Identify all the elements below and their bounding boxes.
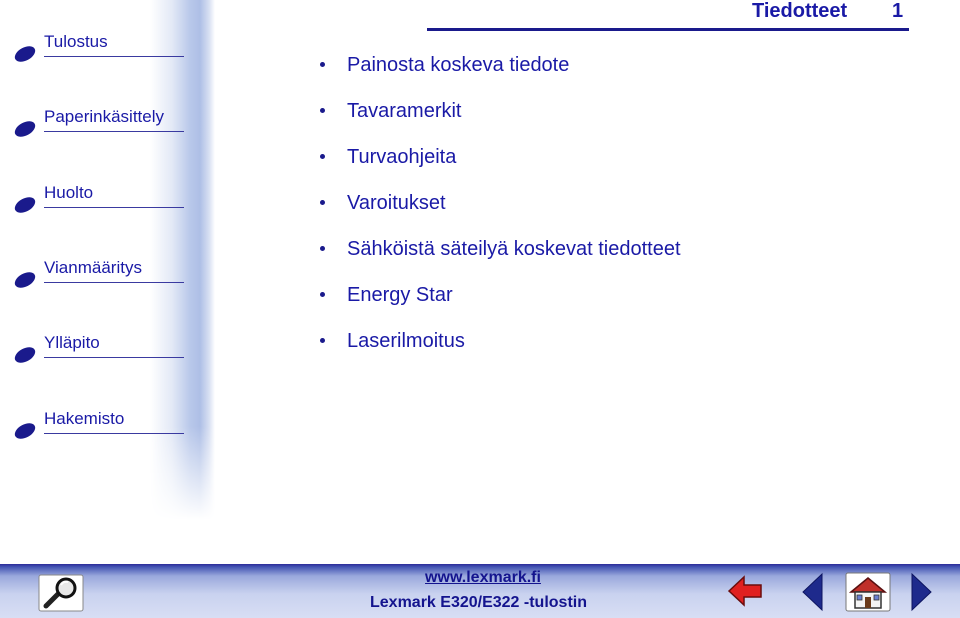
bullet-dot [320,62,325,67]
topic-label: Sähköistä säteilyä koskevat tiedotteet [347,238,681,260]
nav-item-tulostus[interactable] [12,15,184,63]
search-icon[interactable] [38,574,84,612]
nav-item-paperinkasittely[interactable] [12,90,184,138]
oval-bullet-icon [12,120,38,138]
oval-bullet-icon [12,45,38,63]
nav-item-label: Ylläpito [44,333,100,352]
nav-item-huolto[interactable] [12,166,184,214]
nav-item-label: Hakemisto [44,409,125,428]
nav-item-label: Tulostus [44,32,108,51]
header-rule [427,28,909,31]
nav-item-underline [44,131,184,132]
nav-item-label: Paperinkäsittely [44,107,165,126]
nav-item-yllapito[interactable] [12,316,184,364]
oval-bullet-icon [12,422,38,440]
bullet-dot [320,338,325,343]
topic-label: Turvaohjeita [347,146,457,168]
bullet-dot [320,200,325,205]
bullet-dot [320,108,325,113]
nav-item-underline [44,207,184,208]
topic-label: Energy Star [347,284,453,306]
nav-item-hakemisto[interactable] [12,392,184,440]
product-name: Lexmark E320/E322 -tulostin [370,594,587,611]
home-icon[interactable] [845,572,891,612]
website-link[interactable]: www.lexmark.fi [425,569,541,586]
oval-bullet-icon [12,196,38,214]
nav-item-label: Vianmääritys [44,258,142,277]
page-number: 1 [892,0,904,22]
nav-item-label: Huolto [44,183,94,202]
nav-item-underline [44,282,184,283]
section-title: Tiedotteet [752,0,848,22]
topic-label: Tavaramerkit [347,100,462,122]
nav-item-vianmaaritys[interactable] [12,241,184,289]
bullet-dot [320,246,325,251]
bullet-dot [320,292,325,297]
oval-bullet-icon [12,271,38,289]
footer-bar [0,564,960,618]
topic-label: Varoitukset [347,192,446,214]
oval-bullet-icon [12,346,38,364]
nav-item-underline [44,357,184,358]
previous-page-icon[interactable] [800,572,826,612]
bullet-dot [320,154,325,159]
next-page-icon[interactable] [908,572,934,612]
topic-label: Painosta koskeva tiedote [347,54,570,76]
nav-item-underline [44,433,184,434]
back-icon[interactable] [727,574,763,608]
topic-label: Laserilmoitus [347,330,465,352]
nav-item-underline [44,56,184,57]
